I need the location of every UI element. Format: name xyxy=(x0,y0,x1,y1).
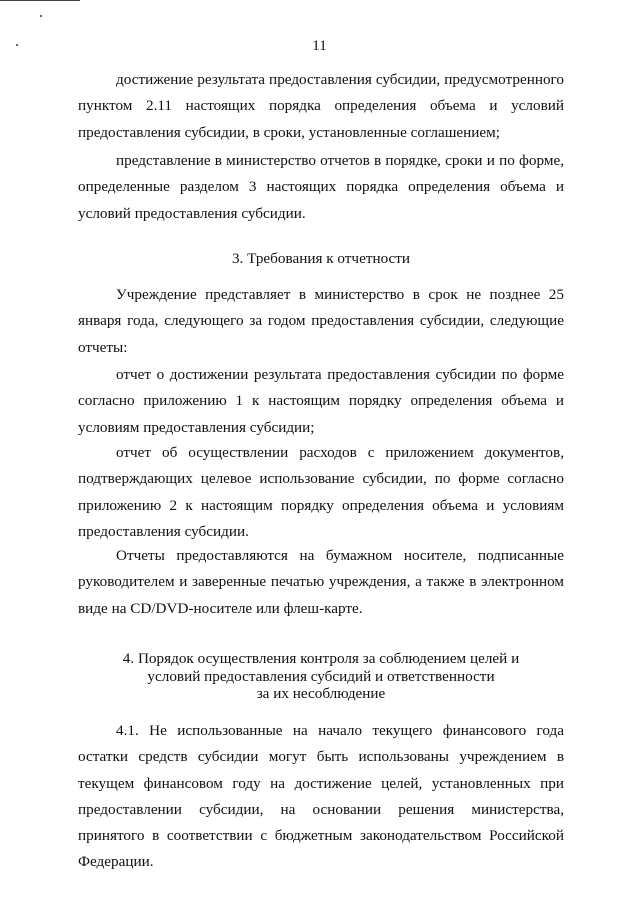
scan-speck xyxy=(40,15,42,17)
paragraph-result-report: отчет о достижении результата предоставления субсидии по форме согласно приложению 1 к настоящим порядку определения объема и условиям предоставления субсидии; xyxy=(78,366,564,436)
page-number: 11 xyxy=(312,38,327,54)
section-4-heading-line-1: 4. Порядок осуществления контроля за соблюдением целей и xyxy=(122,650,520,667)
paragraph-reporting-deadline: Учреждение представляет в министерство в срок не позднее 25 января года, следующего за годом предоставления субсидии, следующие отчеты: xyxy=(78,286,564,356)
paragraph-expenses-report: отчет об осуществлении расходов с приложением документов, подтверждающих целевое использование субсидии, по форме согласно приложению 2 к настоящим порядку определения объема и условиям предоставления субсидии. xyxy=(78,444,564,540)
section-3-heading: 3. Требования к отчетности xyxy=(231,250,411,267)
section-4-heading-line-2: условий предоставления субсидий и ответственности xyxy=(147,667,495,685)
paragraph-4-1-unused-balances: 4.1. Не использованные на начало текущего финансового года остатки средств субсидии могут быть использованы учреждением в текущем финансовом году на достижение целей, установленных при предоставлении субсидии, на основании решения министерства, принятого в соответствии с бюджетным законодательством Российской Федерации. xyxy=(78,722,564,871)
paragraph-report-format: Отчеты предоставляются на бумажном носителе, подписанные руководителем и заверенные печатью учреждения, а также в электронном виде на CD/DVD-носителе или флеш-карте. xyxy=(78,547,564,617)
paragraph-reports-submission: представление в министерство отчетов в порядке, сроки и по форме, определенные разделом 3 настоящих порядка определения объема и условий предоставления субсидии. xyxy=(78,152,564,222)
scan-artifact-line xyxy=(0,0,80,1)
paragraph-subsidy-result: достижение результата предоставления субсидии, предусмотренного пунктом 2.11 настоящих порядка определения объема и условий предоставления субсидии, в сроки, установленные соглашением; xyxy=(78,71,564,141)
section-4-heading xyxy=(78,650,564,703)
section-4-heading-line-3: за их несоблюдение xyxy=(256,685,386,702)
